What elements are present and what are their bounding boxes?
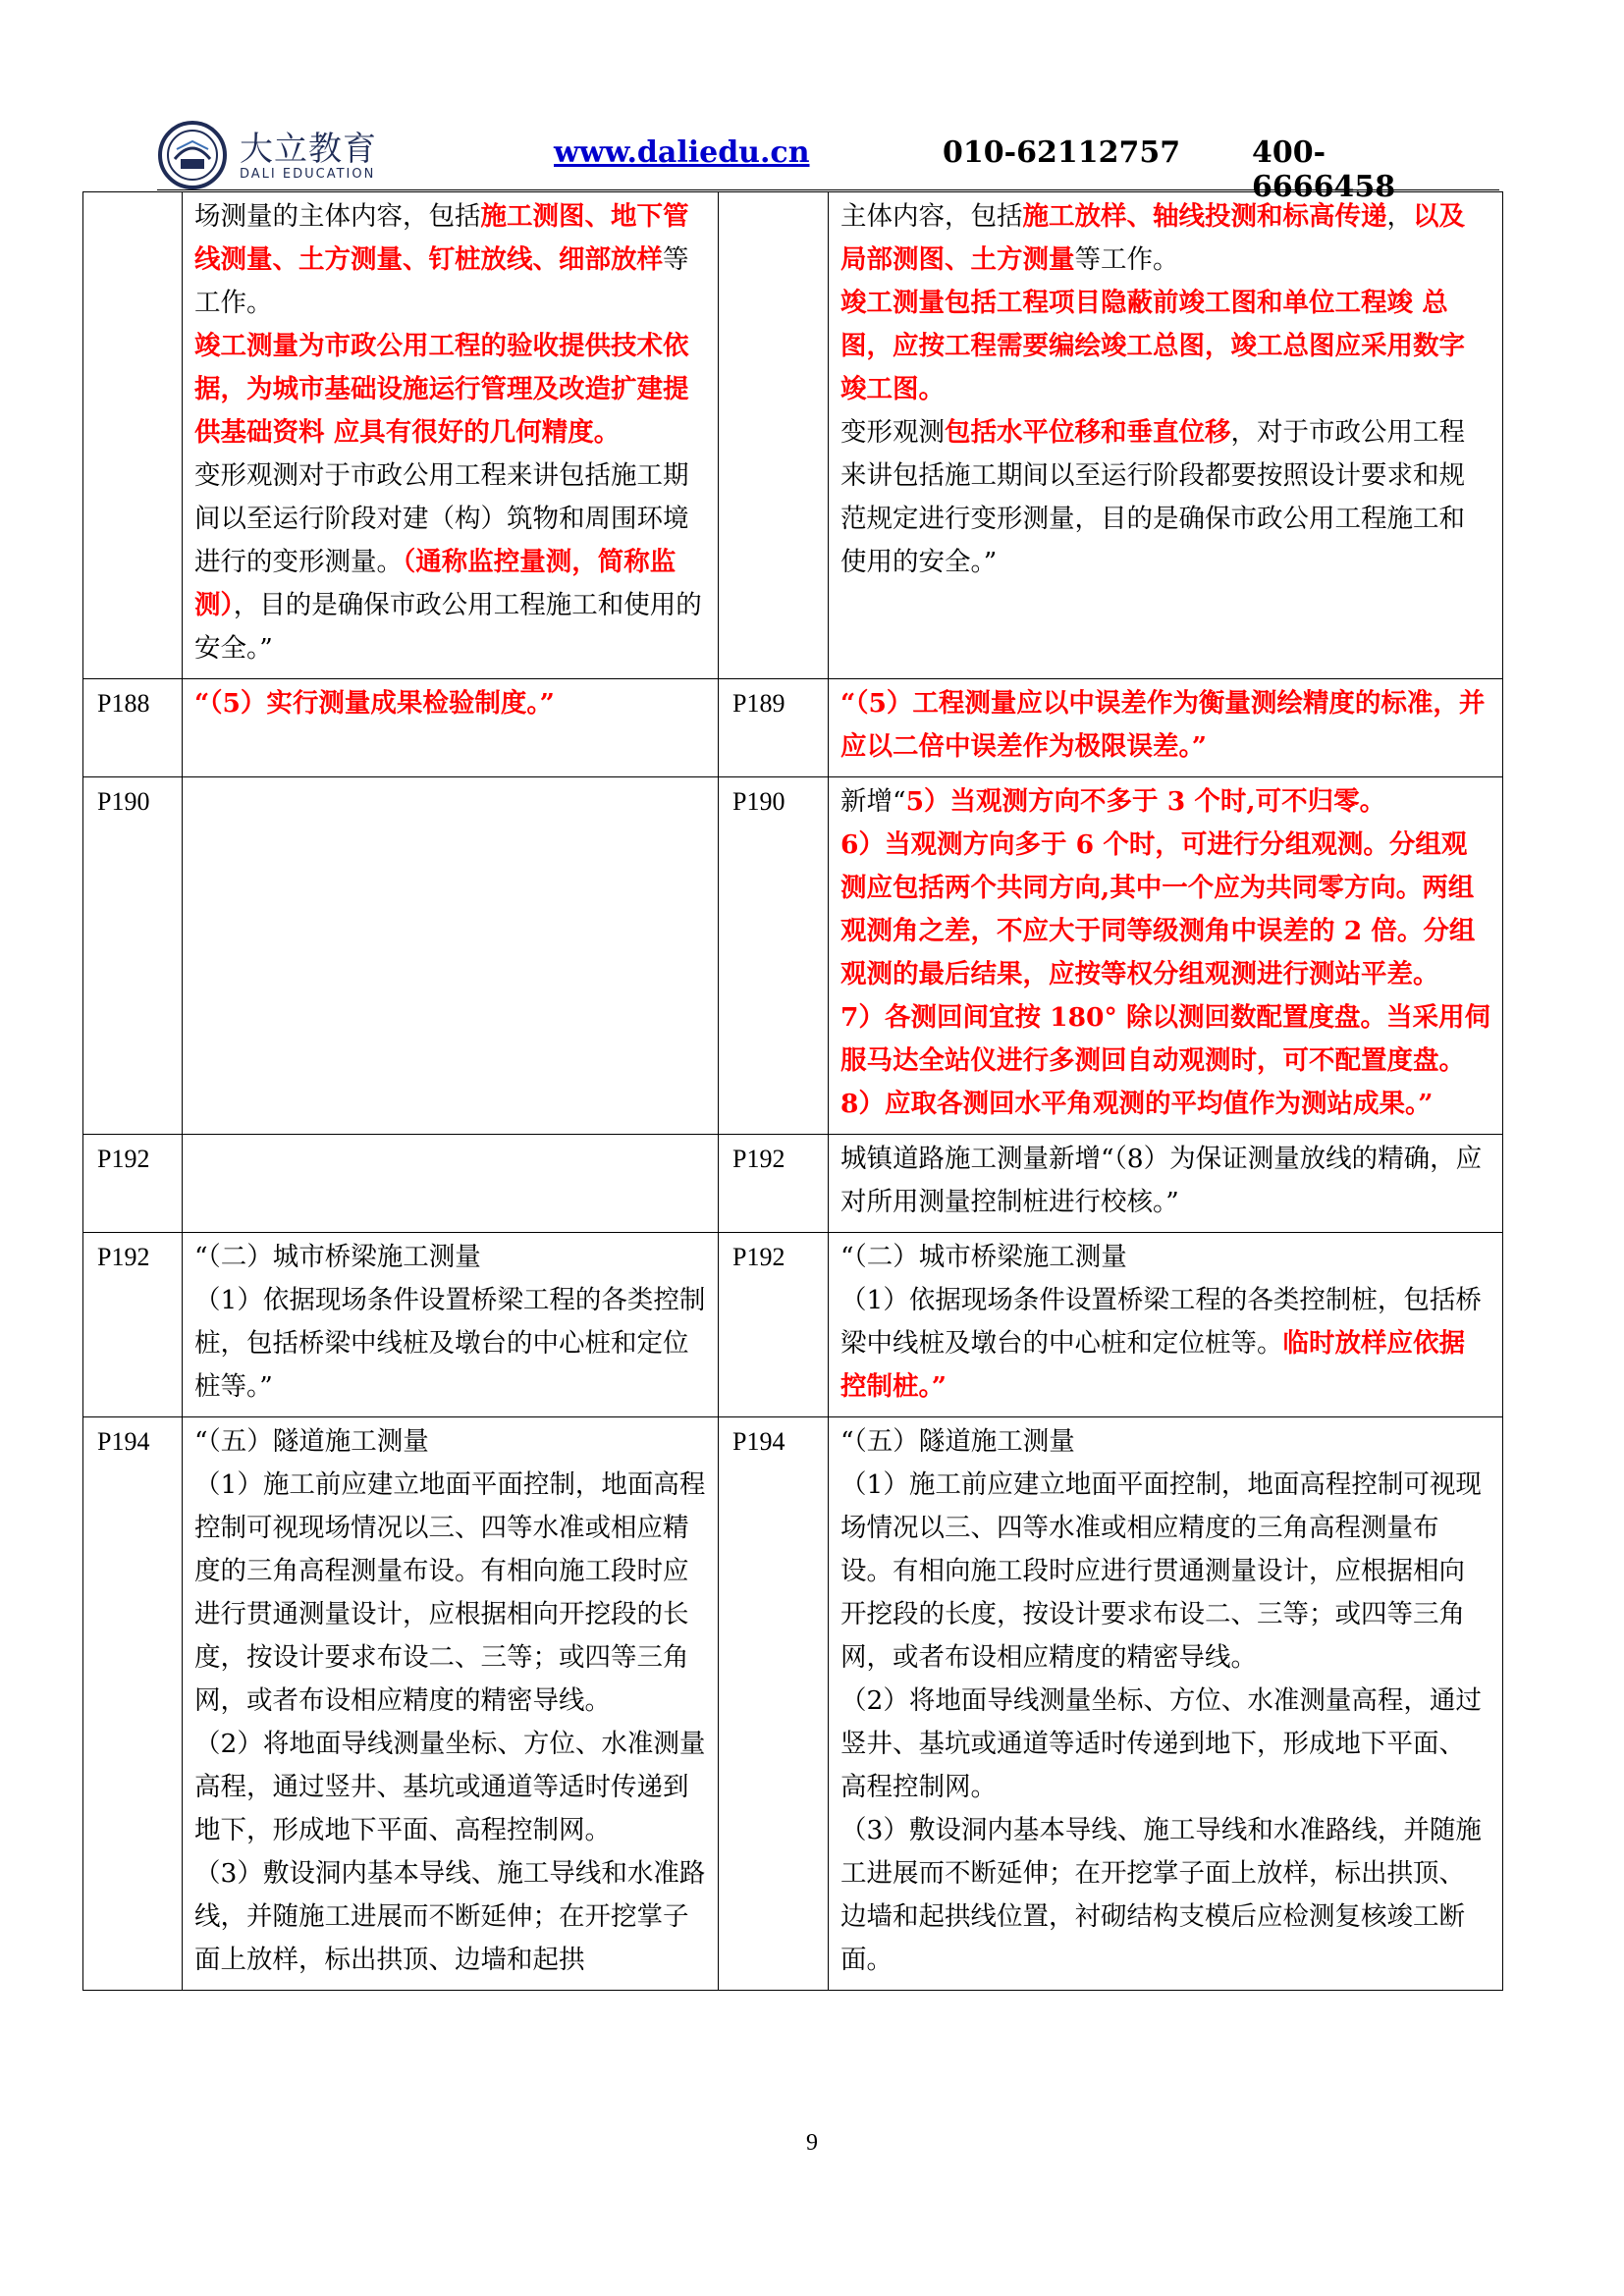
highlighted-text: 包括水平位移和垂直位移 bbox=[945, 417, 1231, 448]
old-page-cell: P190 bbox=[83, 777, 183, 1135]
old-text-cell bbox=[183, 679, 719, 777]
website-link[interactable]: www.daliedu.cn bbox=[554, 135, 810, 170]
page-header bbox=[157, 116, 1434, 204]
new-text-cell bbox=[829, 192, 1503, 679]
old-page-cell: P194 bbox=[83, 1417, 183, 1991]
highlighted-text: 竣工测量包括工程项目隐蔽前竣工图和单位工程竣 总图，应按工程需要编绘竣工总图，竣工总图应采用数字竣工图。 bbox=[840, 288, 1465, 404]
highlighted-text: 以及局部测图、土方测量 bbox=[840, 201, 1465, 275]
body-text: 等工作。 bbox=[1074, 244, 1179, 275]
table-row bbox=[83, 192, 1503, 679]
new-page-cell: P190 bbox=[719, 777, 829, 1135]
highlighted-text: 8）应取各测回水平角观测的平均值作为测站成果。” bbox=[840, 1089, 1434, 1119]
body-text: 新增“ bbox=[840, 786, 906, 817]
highlighted-text: 竣工测量为市政公用工程的验收提供技术依据，为城市基础设施运行管理及改造扩建提供基础资料 应具有很好的几何精度。 bbox=[194, 331, 689, 448]
body-text: （1）施工前应建立地面平面控制，地面高程控制可视现场情况以三、四等水准或相应精度的三角高程测量布设。有相向施工段时应进行贯通测量设计，应根据相向开挖段的长度，按设计要求布设二、三等；或四等三角网，或者布设相应精度的精密导线。 bbox=[840, 1469, 1482, 1673]
body-text: 等工作。 bbox=[194, 244, 689, 318]
phone-number-2: 400-6666458 bbox=[1252, 135, 1396, 204]
table-row bbox=[83, 1417, 1503, 1991]
logo-chinese-name: 大立教育 bbox=[240, 130, 377, 169]
old-text-cell bbox=[183, 1135, 719, 1233]
old-text-cell bbox=[183, 1417, 719, 1991]
body-text: （2）将地面导线测量坐标、方位、水准测量高程，通过竖井、基坑或通道等适时传递到地下，形成地下平面、高程控制网。 bbox=[194, 1729, 706, 1845]
old-text-cell bbox=[183, 777, 719, 1135]
body-text: 主体内容，包括 bbox=[840, 201, 1023, 232]
comparison-table bbox=[82, 191, 1503, 1991]
old-page-cell: P192 bbox=[83, 1135, 183, 1233]
highlighted-text: “（5）工程测量应以中误差作为衡量测绘精度的标准，并应以二倍中误差作为极限误差。” bbox=[840, 688, 1486, 762]
highlighted-text: （通称监控量测，简称监测） bbox=[194, 547, 677, 620]
highlighted-text: 5）当观测方向不多于 3 个时,可不归零。 bbox=[905, 786, 1386, 817]
body-text: 城镇道路施工测量新增“（8）为保证测量放线的精确，应对所用测量控制桩进行校核。” bbox=[840, 1144, 1483, 1217]
new-text-cell bbox=[829, 1233, 1503, 1417]
logo-english-name: DALI EDUCATION bbox=[240, 167, 376, 182]
highlighted-text: 临时放样应依据控制桩。” bbox=[840, 1328, 1465, 1402]
body-text: （1）依据现场条件设置桥梁工程的各类控制桩，包括桥梁中线桩及墩台的中心桩和定位桩等。” bbox=[194, 1285, 706, 1402]
header-divider bbox=[157, 189, 1499, 190]
body-text: 变形观测对于市政公用工程来讲包括施工期间以至运行阶段对建（构）筑物和周围环境进行的变形测量。 bbox=[194, 460, 689, 577]
new-text-cell bbox=[829, 679, 1503, 777]
body-text: ， bbox=[1386, 201, 1413, 232]
table-row bbox=[83, 777, 1503, 1135]
body-text: （1）依据现场条件设置桥梁工程的各类控制桩，包括桥梁中线桩及墩台的中心桩和定位桩等。 bbox=[840, 1285, 1482, 1359]
old-text-cell bbox=[183, 1233, 719, 1417]
page-number: 9 bbox=[806, 2130, 818, 2156]
new-page-cell: P192 bbox=[719, 1135, 829, 1233]
new-page-cell: P192 bbox=[719, 1233, 829, 1417]
highlighted-text: 7）各测回间宜按 180° 除以测回数配置度盘。当采用伺服马达全站仪进行多测回自动观测时，可不配置度盘。 bbox=[840, 1002, 1490, 1076]
body-text: ，对于市政公用工程来讲包括施工期间以至运行阶段都要按照设计要求和规范规定进行变形测量，目的是确保市政公用工程施工和使用的安全。” bbox=[840, 417, 1465, 577]
body-text: ，目的是确保市政公用工程施工和使用的安全。” bbox=[194, 590, 702, 664]
dali-education-emblem-icon bbox=[157, 120, 228, 190]
highlighted-text: 6）当观测方向多于 6 个时，可进行分组观测。分组观测应包括两个共同方向,其中一个应为共同零方向。两组观测角之差，不应大于同等级测角中误差的 2 倍。分组观测的最后结果，应按等权分组观测进行测站平差。 bbox=[840, 829, 1476, 989]
body-text: （3）敷设洞内基本导线、施工导线和水准路线，并随施工进展而不断延伸；在开挖掌子面上放样，标出拱顶、边墙和起拱 bbox=[194, 1858, 706, 1975]
table-row bbox=[83, 679, 1503, 777]
body-text: （3）敷设洞内基本导线、施工导线和水准路线，并随施工进展而不断延伸；在开挖掌子面上放样，标出拱顶、边墙和起拱线位置，衬砌结构支模后应检测复核竣工断面。 bbox=[840, 1815, 1482, 1975]
body-text: （1）施工前应建立地面平面控制，地面高程控制可视现场情况以三、四等水准或相应精度的三角高程测量布设。有相向施工段时应进行贯通测量设计，应根据相向开挖段的长度，按设计要求布设二、三等；或四等三角网，或者布设相应精度的精密导线。 bbox=[194, 1469, 706, 1716]
old-page-cell: P188 bbox=[83, 679, 183, 777]
new-page-cell: P194 bbox=[719, 1417, 829, 1991]
body-text: 变形观测 bbox=[840, 417, 945, 448]
old-text-cell bbox=[183, 192, 719, 679]
highlighted-text: 施工放样、轴线投测和标高传递 bbox=[1022, 201, 1387, 232]
new-text-cell bbox=[829, 1417, 1503, 1991]
body-text: 场测量的主体内容，包括 bbox=[194, 201, 481, 232]
old-page-cell: P192 bbox=[83, 1233, 183, 1417]
body-text: “（五）隧道施工测量 bbox=[194, 1426, 429, 1457]
body-text: “（二）城市桥梁施工测量 bbox=[840, 1242, 1127, 1272]
highlighted-text: “（5）实行测量成果检验制度。” bbox=[194, 688, 555, 719]
new-text-cell bbox=[829, 1135, 1503, 1233]
phone-number-1: 010-62112757 bbox=[943, 135, 1181, 170]
body-text: “（二）城市桥梁施工测量 bbox=[194, 1242, 481, 1272]
logo bbox=[157, 116, 393, 189]
table-row bbox=[83, 1233, 1503, 1417]
old-page-cell bbox=[83, 192, 183, 679]
new-page-cell bbox=[719, 192, 829, 679]
body-text: （2）将地面导线测量坐标、方位、水准测量高程，通过竖井、基坑或通道等适时传递到地下，形成地下平面、高程控制网。 bbox=[840, 1685, 1482, 1802]
new-page-cell: P189 bbox=[719, 679, 829, 777]
body-text: “（五）隧道施工测量 bbox=[840, 1426, 1075, 1457]
table-row bbox=[83, 1135, 1503, 1233]
highlighted-text: 施工测图、地下管线测量、土方测量、钉桩放线、细部放样 bbox=[194, 201, 689, 275]
new-text-cell bbox=[829, 777, 1503, 1135]
